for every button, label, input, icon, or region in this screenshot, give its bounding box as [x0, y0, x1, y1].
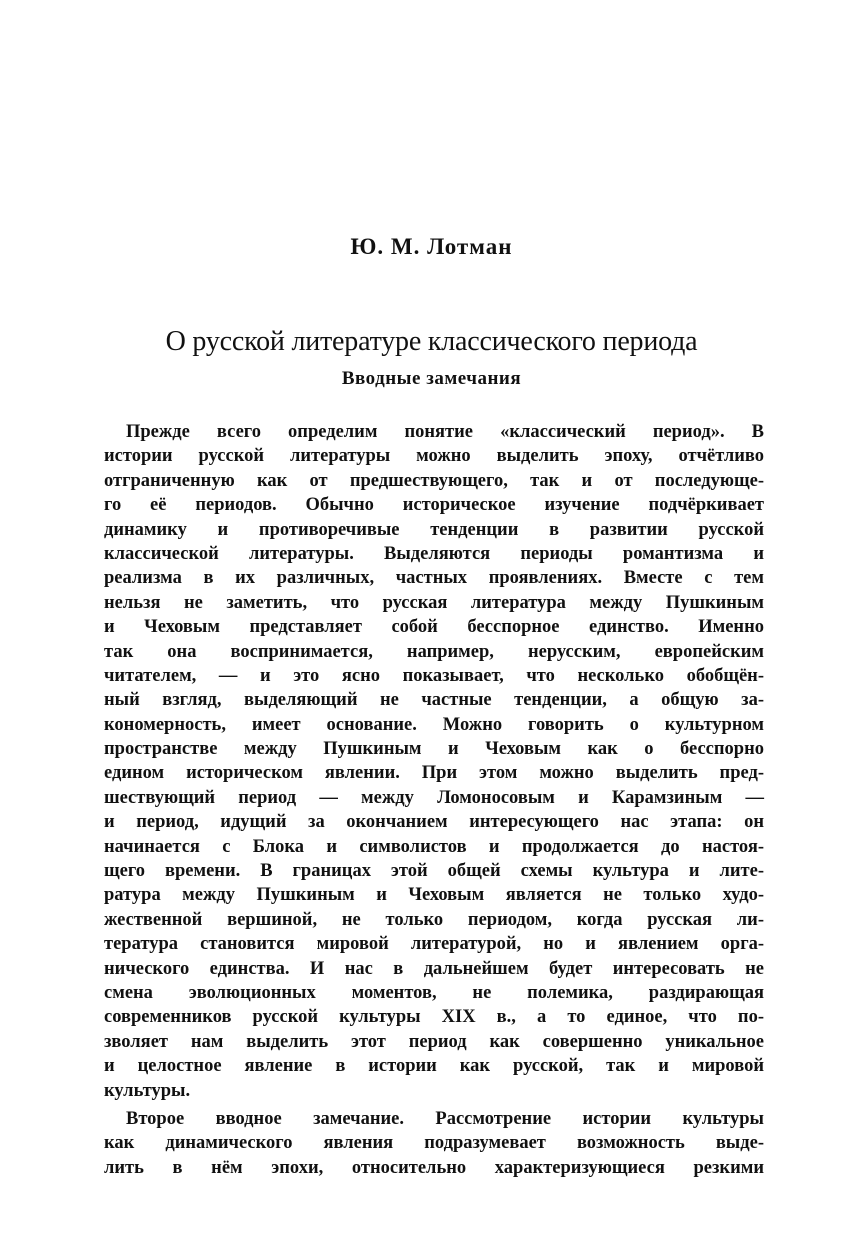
text-line: смена эволюционных моментов, не полемика, раздирающая: [104, 982, 764, 1003]
text-line: щего времени. В границах этой общей схемы культура и лите-: [104, 861, 764, 882]
text-line: и целостное явление в истории как русской, так и мировой: [104, 1056, 764, 1077]
text-line: ный взгляд, выделяющий не частные тенденции, а общую за-: [104, 690, 764, 711]
text-line: читателем, — и это ясно показывает, что несколько обобщён-: [104, 665, 764, 686]
text-line: го её периодов. Обычно историческое изучение подчёркивает: [104, 495, 764, 516]
text-line: Второе вводное замечание. Рассмотрение истории культуры: [126, 1108, 764, 1129]
text-line: ратура между Пушкиным и Чеховым является не только худо-: [104, 885, 764, 906]
text-line: современников русской культуры XIX в., а то единое, что по-: [104, 1007, 764, 1028]
article-subtitle: Вводные замечания: [341, 368, 522, 389]
text-line: нельзя не заметить, что русская литература между Пушкиным: [104, 592, 764, 613]
text-line: тература становится мировой литературой, но и явлением орга-: [104, 934, 764, 955]
text-line: динамику и противоречивые тенденции в развитии русской: [104, 519, 764, 540]
text-line: пространстве между Пушкиным и Чеховым как о бесспорно: [104, 739, 764, 760]
text-line: и период, идущий за окончанием интересующего нас этапа: он: [104, 812, 764, 833]
text-line: жественной вершиной, не только периодом, когда русская ли-: [104, 909, 764, 930]
text-line: шествующий период — между Ломоносовым и Карамзиным —: [104, 787, 764, 808]
text-line: Прежде всего определим понятие «классический период». В: [126, 422, 764, 442]
text-line: классической литературы. Выделяются периоды романтизма и: [104, 543, 764, 564]
text-line: и Чеховым представляет собой бесспорное единство. Именно: [104, 617, 764, 638]
text-line: начинается с Блока и символистов и продолжается до настоя-: [104, 836, 764, 857]
text-line: как динамического явления подразумевает возможность выде-: [104, 1133, 764, 1154]
paragraph: [104, 420, 764, 1103]
author-name: Ю. М. Лотман: [350, 234, 513, 259]
text-line: так она воспринимается, например, нерусским, европейским: [104, 641, 764, 662]
text-line: лить в нём эпохи, относительно характеризующиеся резкими: [104, 1157, 764, 1178]
text-line: едином историческом явлении. При этом можно выделить пред-: [104, 763, 764, 784]
article-title: О русской литературе классического периода: [165, 326, 698, 357]
text-line: истории русской литературы можно выделить эпоху, отчётливо: [104, 446, 764, 467]
text-line: культуры.: [104, 1080, 191, 1101]
text-line: кономерность, имеет основание. Можно говорить о культурном: [104, 714, 764, 735]
text-line: зволяет нам выделить этот период как совершенно уникальное: [104, 1031, 764, 1052]
paragraph: [104, 1107, 764, 1180]
text-line: реализма в их различных, частных проявлениях. Вместе с тем: [104, 568, 764, 589]
text-line: нического единства. И нас в дальнейшем будет интересовать не: [104, 958, 764, 979]
text-line: отграниченную как от предшествующего, так и от последующе-: [104, 470, 764, 491]
article-body: [104, 420, 764, 1180]
